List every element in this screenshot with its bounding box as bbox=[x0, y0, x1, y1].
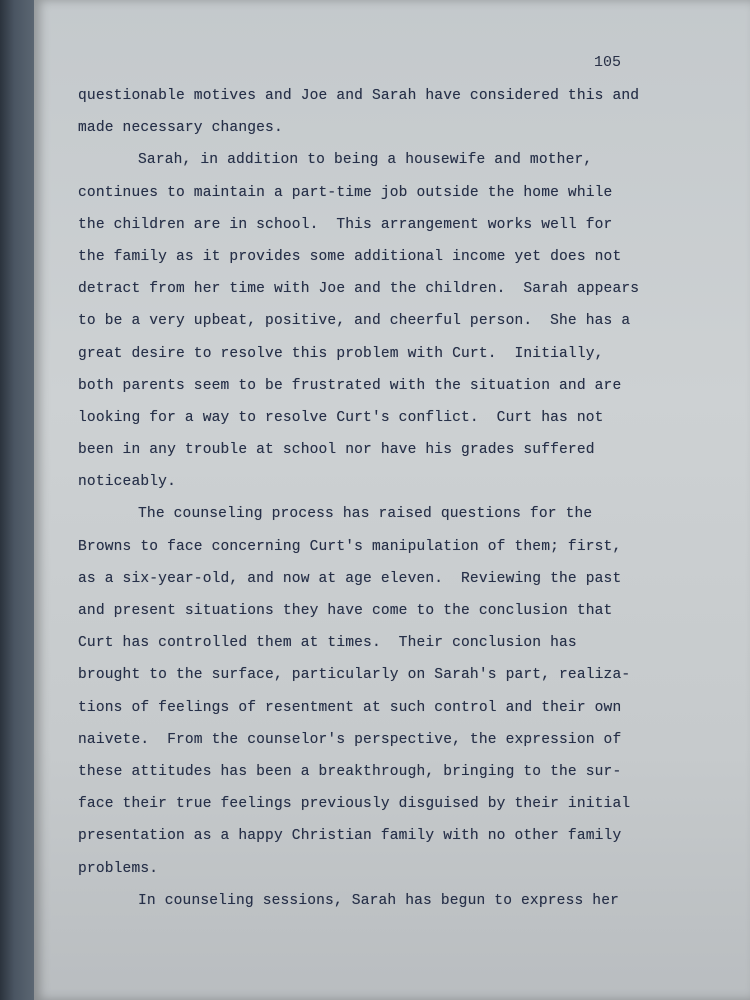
text-line: detract from her time with Joe and the children. Sarah appears bbox=[78, 281, 640, 298]
text-line: questionable motives and Joe and Sarah have considered this and bbox=[78, 88, 640, 104]
text-line: face their true feelings previously disguised by their initial bbox=[78, 796, 631, 813]
text-line: continues to maintain a part-time job outside the home while bbox=[78, 184, 613, 201]
body-text bbox=[78, 80, 718, 917]
text-line: brought to the surface, particularly on Sarah's part, realiza- bbox=[78, 667, 631, 684]
page-number: 105 bbox=[594, 54, 622, 71]
paragraph-start-line: Sarah, in addition to being a housewife and mother, bbox=[138, 152, 593, 169]
text-line: noticeably. bbox=[78, 474, 176, 491]
text-line: Curt has controlled them at times. Their conclusion has bbox=[78, 635, 577, 652]
text-line: been in any trouble at school nor have his grades suffered bbox=[78, 442, 595, 459]
text-line: made necessary changes. bbox=[78, 120, 283, 137]
paragraph-start-line: In counseling sessions, Sarah has begun to express her bbox=[138, 892, 620, 909]
text-line: the children are in school. This arrangement works well for bbox=[78, 216, 613, 233]
text-line: as a six-year-old, and now at age eleven. Reviewing the past bbox=[78, 570, 622, 587]
text-line: great desire to resolve this problem with Curt. Initially, bbox=[78, 345, 604, 362]
text-line: looking for a way to resolve Curt's conflict. Curt has not bbox=[78, 409, 604, 426]
text-line: the family as it provides some additional income yet does not bbox=[78, 248, 622, 265]
text-line: both parents seem to be frustrated with the situation and are bbox=[78, 377, 622, 394]
text-line: problems. bbox=[78, 860, 159, 877]
text-line: tions of feelings of resentment at such control and their own bbox=[78, 699, 622, 716]
document-page bbox=[34, 0, 750, 1000]
text-line: presentation as a happy Christian family with no other family bbox=[78, 828, 622, 845]
text-line: naivete. From the counselor's perspective, the expression of bbox=[78, 731, 622, 748]
paragraph-start-line: The counseling process has raised questions for the bbox=[138, 506, 593, 523]
book-binding-edge bbox=[0, 0, 36, 1000]
text-line: Browns to face concerning Curt's manipulation of them; first, bbox=[78, 538, 622, 555]
text-line: these attitudes has been a breakthrough, bringing to the sur- bbox=[78, 763, 622, 780]
text-line: to be a very upbeat, positive, and cheerful person. She has a bbox=[78, 313, 631, 330]
text-line: and present situations they have come to the conclusion that bbox=[78, 603, 613, 619]
